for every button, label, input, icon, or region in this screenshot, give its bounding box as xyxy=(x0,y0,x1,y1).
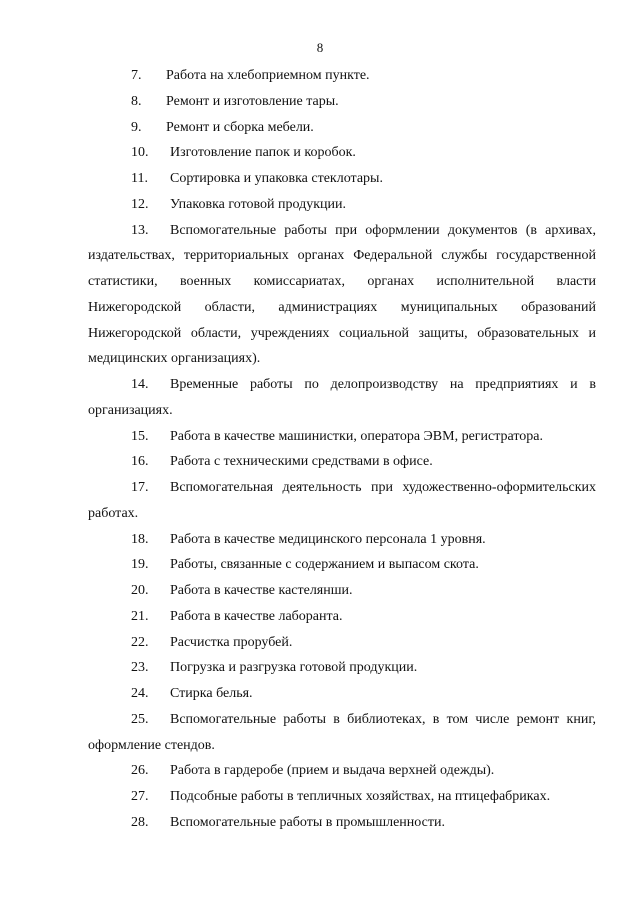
list-item xyxy=(88,810,596,836)
item-text: Работы, связанные с содержанием и выпасом скота. xyxy=(170,557,479,573)
item-number: 10. xyxy=(131,145,149,161)
list-item xyxy=(88,758,596,784)
item-text: Погрузка и разгрузка готовой продукции. xyxy=(170,660,418,676)
item-number: 17. xyxy=(131,480,149,495)
list-item xyxy=(88,527,596,553)
list-item xyxy=(88,604,596,630)
list-item xyxy=(88,166,596,192)
list-item xyxy=(88,115,596,141)
item-number: 23. xyxy=(131,660,149,676)
list-item xyxy=(88,372,596,424)
item-text: Работа в качестве машинистки, оператора ЭВМ, регистратора. xyxy=(170,428,544,444)
item-number: 14. xyxy=(131,377,149,392)
item-text: Ремонт и сборка мебели. xyxy=(166,119,314,135)
list-item xyxy=(88,140,596,166)
item-number: 26. xyxy=(131,763,149,779)
list-item xyxy=(88,449,596,475)
list-item xyxy=(88,424,596,450)
item-text: Изготовление папок и коробок. xyxy=(170,145,356,161)
item-text: Работа с техническими средствами в офисе. xyxy=(170,454,433,470)
page-number: 8 xyxy=(316,40,324,55)
list-item xyxy=(88,707,596,759)
item-number: 11. xyxy=(131,171,148,186)
list-item xyxy=(88,681,596,707)
item-text: Подсобные работы в тепличных хозяйствах, на птицефабриках. xyxy=(170,789,551,804)
item-text: Стирка белья. xyxy=(170,686,253,701)
list-item xyxy=(88,218,596,373)
item-text: Работа в качестве медицинского персонала 1 уровня. xyxy=(170,531,486,547)
item-text: Вспомогательные работы при оформлении документов (в архивах, издательствах, территориальных органах Федеральной службы государственной статистики, военных комиссариатах, органах исполнительной власти Нижегородской области, администрациях муниципальных образований Нижегородской области, учреждениях социальной защиты, образовательных и медицинских организациях). xyxy=(88,222,596,367)
item-text: Работа в качестве кастелянши. xyxy=(170,583,353,598)
item-text: Работа на хлебоприемном пункте. xyxy=(166,68,370,83)
list-item xyxy=(88,655,596,681)
work-list xyxy=(88,63,596,836)
item-number: 24. xyxy=(131,686,149,701)
item-number: 21. xyxy=(131,608,149,624)
item-number: 25. xyxy=(131,711,149,727)
list-item xyxy=(88,552,596,578)
item-number: 19. xyxy=(131,557,149,573)
item-number: 27. xyxy=(131,789,149,804)
item-number: 28. xyxy=(131,814,149,830)
item-number: 8. xyxy=(131,93,142,109)
item-number: 18. xyxy=(131,531,149,547)
item-text: Вспомогательные работы в промышленности. xyxy=(170,814,445,830)
item-text: Работа в качестве лаборанта. xyxy=(170,608,343,624)
item-number: 9. xyxy=(131,119,142,135)
item-text: Расчистка прорубей. xyxy=(170,634,293,650)
item-number: 13. xyxy=(131,222,149,238)
list-item xyxy=(88,578,596,604)
item-text: Вспомогательные работы в библиотеках, в том числе ремонт книг, оформление стендов. xyxy=(88,711,596,753)
item-text: Упаковка готовой продукции. xyxy=(170,196,347,212)
list-item xyxy=(88,89,596,115)
list-item xyxy=(88,192,596,218)
item-number: 15. xyxy=(131,428,149,444)
list-item xyxy=(88,784,596,810)
item-number: 16. xyxy=(131,454,149,470)
item-text: Временные работы по делопроизводству на предприятиях и в организациях. xyxy=(88,377,596,418)
item-text: Ремонт и изготовление тары. xyxy=(166,93,339,109)
list-item xyxy=(88,63,596,89)
item-number: 7. xyxy=(131,68,142,83)
item-number: 20. xyxy=(131,583,149,598)
item-number: 12. xyxy=(131,196,149,212)
item-number: 22. xyxy=(131,634,149,650)
item-text: Работа в гардеробе (прием и выдача верхней одежды). xyxy=(170,763,495,779)
item-text: Сортировка и упаковка стеклотары. xyxy=(170,171,383,186)
list-item xyxy=(88,630,596,656)
list-item xyxy=(88,475,596,527)
item-text: Вспомогательная деятельность при художественно-оформительских работах. xyxy=(88,480,596,521)
